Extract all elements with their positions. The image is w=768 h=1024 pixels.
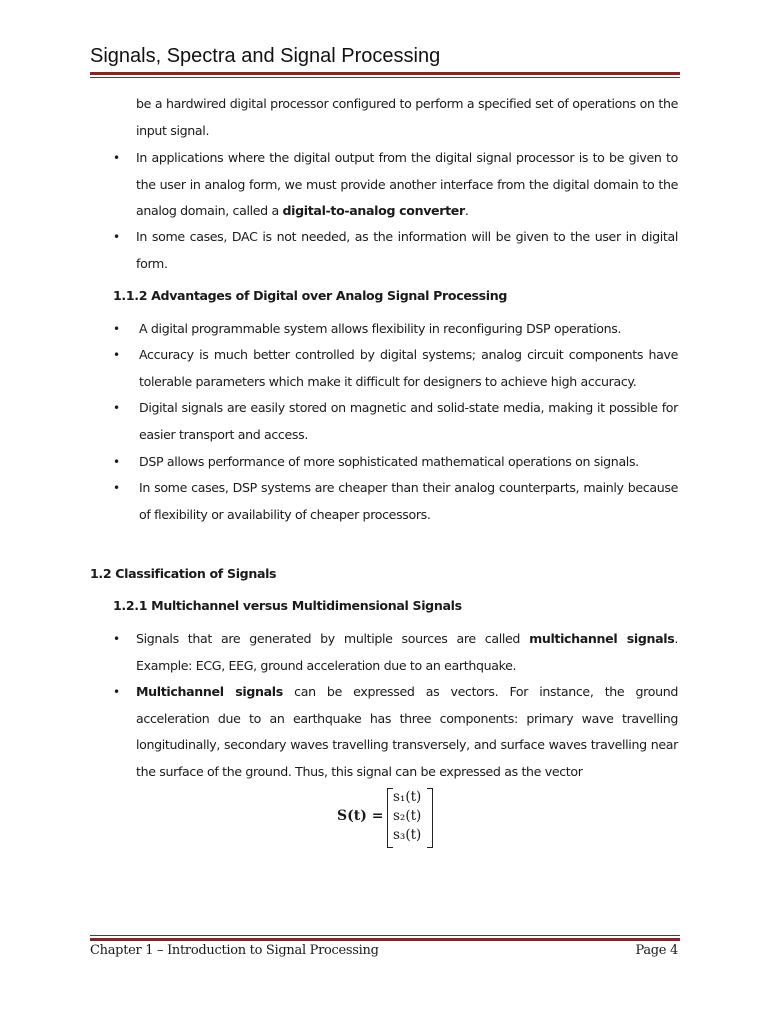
vector-entry: s₁(t) [393,789,422,805]
bullet-dac-interface: In applications where the digital output from the digital signal processor is to be given to the user in analog form, we must provide another interface from the digital domain to the analog domain, called a digital-to-analog converter. [136,150,678,218]
bullet-marker: • [113,481,120,495]
advantage-item: In some cases, DSP systems are cheaper than their analog counterparts, mainly because of flexibility or availability of cheaper processors. [139,480,678,522]
column-vector [387,788,433,848]
bullet-marker: • [113,322,120,336]
bullet-marker: • [113,685,120,699]
footer-chapter: Chapter 1 – Introduction to Signal Processing [90,943,379,958]
bullet-marker: • [113,401,120,415]
bullet-no-dac: In some cases, DAC is not needed, as the information will be given to the user in digital form. [136,229,678,271]
header-rule [90,72,680,75]
section-heading-1-2: 1.2 Classification of Signals [90,566,277,581]
bullet-multichannel-definition: Signals that are generated by multiple sources are called multichannel signals. Example: ECG, EEG, ground acceleration due to an earthquake. [136,631,679,673]
section-heading-1-2-1: 1.2.1 Multichannel versus Multidimensional Signals [113,598,462,613]
footer-page-number: Page 4 [635,943,678,958]
bullet-marker: • [113,632,120,646]
paragraph-continued: be a hardwired digital processor configured to perform a specified set of operations on the input signal. [136,96,678,138]
vector-entry: s₃(t) [393,827,422,843]
advantage-item: Digital signals are easily stored on magnetic and solid-state media, making it possible for easier transport and access. [139,400,678,442]
advantage-item: DSP allows performance of more sophisticated mathematical operations on signals. [139,454,639,469]
footer-rule [90,938,680,941]
bullet-marker: • [113,348,120,362]
equation-lhs: S(t) = [337,808,384,824]
footer-rule-thin [90,935,680,936]
advantage-item: Accuracy is much better controlled by digital systems; analog circuit components have tolerable parameters which make it difficult for designers to achieve high accuracy. [139,347,678,389]
bullet-marker: • [113,455,120,469]
section-heading-1-1-2: 1.1.2 Advantages of Digital over Analog Signal Processing [113,288,508,303]
header-rule-thin [90,77,680,78]
advantage-item: A digital programmable system allows flexibility in reconfiguring DSP operations. [139,321,622,336]
bullet-multichannel-vectors: Multichannel signals can be expressed as vectors. For instance, the ground acceleration due to an earthquake has three components: primary wave travelling longitudinally, secondary waves travelling transversely, and surface waves travelling near the surface of the ground. Thus, this signal can be expressed as the vector [136,684,678,779]
page-title: Signals, Spectra and Signal Processing [90,45,441,67]
vector-entry: s₂(t) [393,808,422,824]
bullet-marker: • [113,230,120,244]
bullet-marker: • [113,151,120,165]
